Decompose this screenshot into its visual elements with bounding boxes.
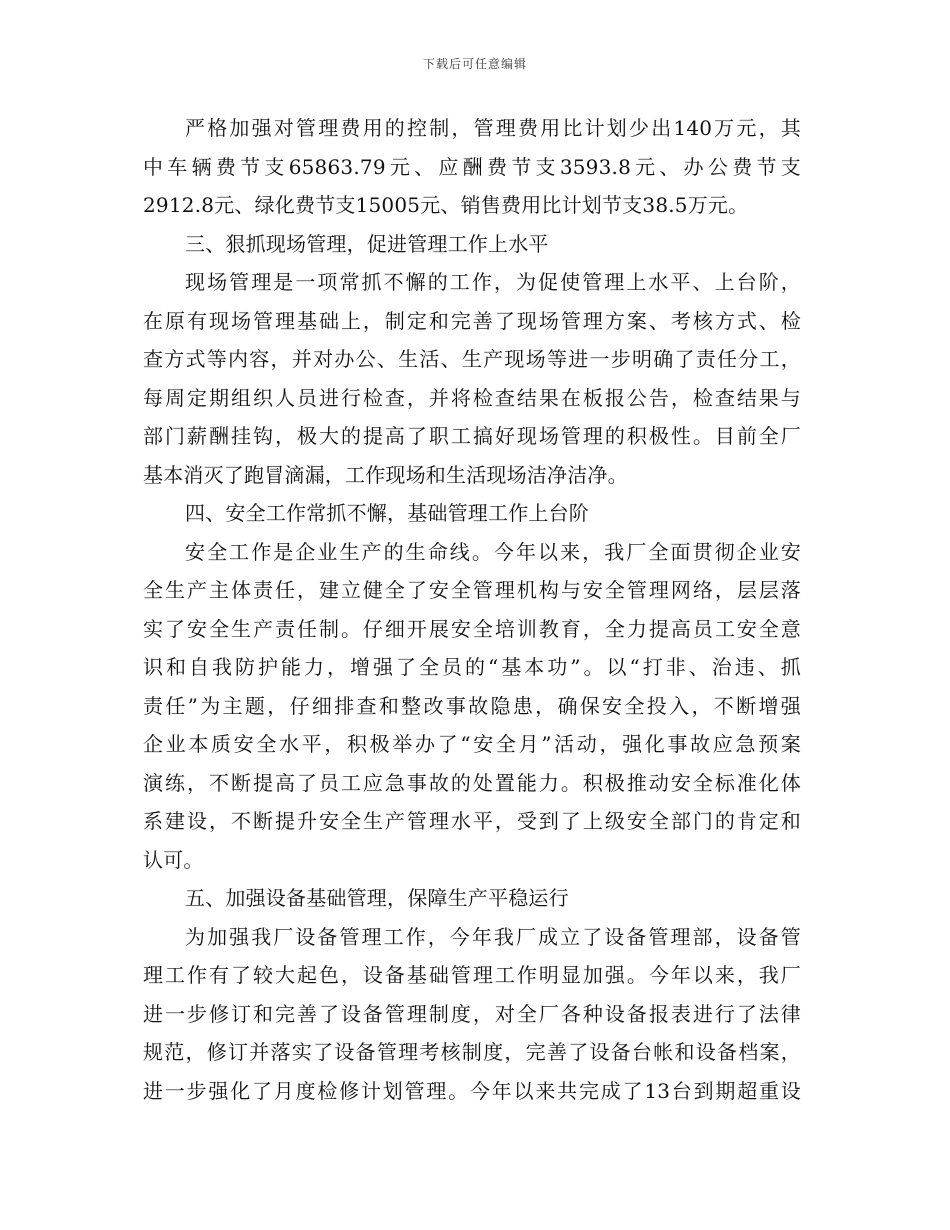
text-line: 在原有现场管理基础上，制定和完善了现场管理方案、考核方式、检 [143, 308, 801, 333]
text-line: 每周定期组织人员进行检查，并将检查结果在板报公告，检查结果与 [143, 385, 801, 410]
text-line: 五、加强设备基础管理，保障生产平稳运行 [185, 886, 569, 910]
text-line: 2912.8元、绿化费节支15005元、销售费用比计划节支38.5万元。 [143, 193, 749, 217]
text-line: 现场管理是一项常抓不懈的工作，为促使管理上水平、上台阶， [185, 270, 801, 294]
text-line: 安全工作是企业生产的生命线。今年以来，我厂全面贯彻企业安 [185, 539, 801, 564]
text-line: 部门薪酬挂钩，极大的提高了职工搞好现场管理的积极性。目前全厂 [143, 424, 801, 448]
text-line: 进一步强化了月度检修计划管理。今年以来共完成了13台到期超重设 [143, 1078, 801, 1103]
text-line: 查方式等内容，并对办公、生活、生产现场等进一步明确了责任分工， [143, 347, 801, 371]
text-line: 为加强我厂设备管理工作，今年我厂成立了设备管理部，设备管 [185, 924, 801, 949]
text-line: 企业本质安全水平，积极举办了“安全月”活动，强化事故应急预案 [143, 732, 801, 756]
page-header: 下载后可任意编辑 [422, 57, 527, 71]
text-line: 严格加强对管理费用的控制，管理费用比计划少出140万元，其 [185, 116, 801, 140]
text-line: 规范，修订并落实了设备管理考核制度，完善了设备台帐和设备档案， [143, 1040, 801, 1064]
text-line: 中车辆费节支65863.79元、应酬费节支3593.8元、办公费节支 [143, 154, 801, 179]
text-line: 演练，不断提高了员工应急事故的处置能力。积极推动安全标准化体 [143, 770, 801, 795]
text-line: 责任”为主题，仔细排查和整改事故隐患，确保安全投入，不断增强 [143, 693, 801, 718]
text-line: 三、狠抓现场管理，促进管理工作上水平 [185, 231, 549, 256]
text-line: 理工作有了较大起色，设备基础管理工作明显加强。今年以来，我厂 [143, 963, 801, 987]
text-line: 实了安全生产责任制。仔细开展安全培训教育，全力提高员工安全意 [143, 616, 801, 641]
text-line: 进一步修订和完善了设备管理制度，对全厂各种设备报表进行了法律 [143, 1001, 801, 1026]
document-body [143, 109, 801, 1110]
text-line: 认可。 [143, 847, 204, 872]
text-line: 基本消灭了跑冒滴漏，工作现场和生活现场洁净洁净。 [143, 462, 628, 487]
text-line: 全生产主体责任，建立健全了安全管理机构与安全管理网络，层层落 [143, 578, 801, 602]
text-line: 四、安全工作常抓不懈，基础管理工作上台阶 [185, 501, 589, 525]
text-line: 系建设，不断提升安全生产管理水平，受到了上级安全部门的肯定和 [143, 809, 801, 833]
text-line: 识和自我防护能力，增强了全员的“基本功”。以“打非、治违、抓 [143, 655, 801, 679]
